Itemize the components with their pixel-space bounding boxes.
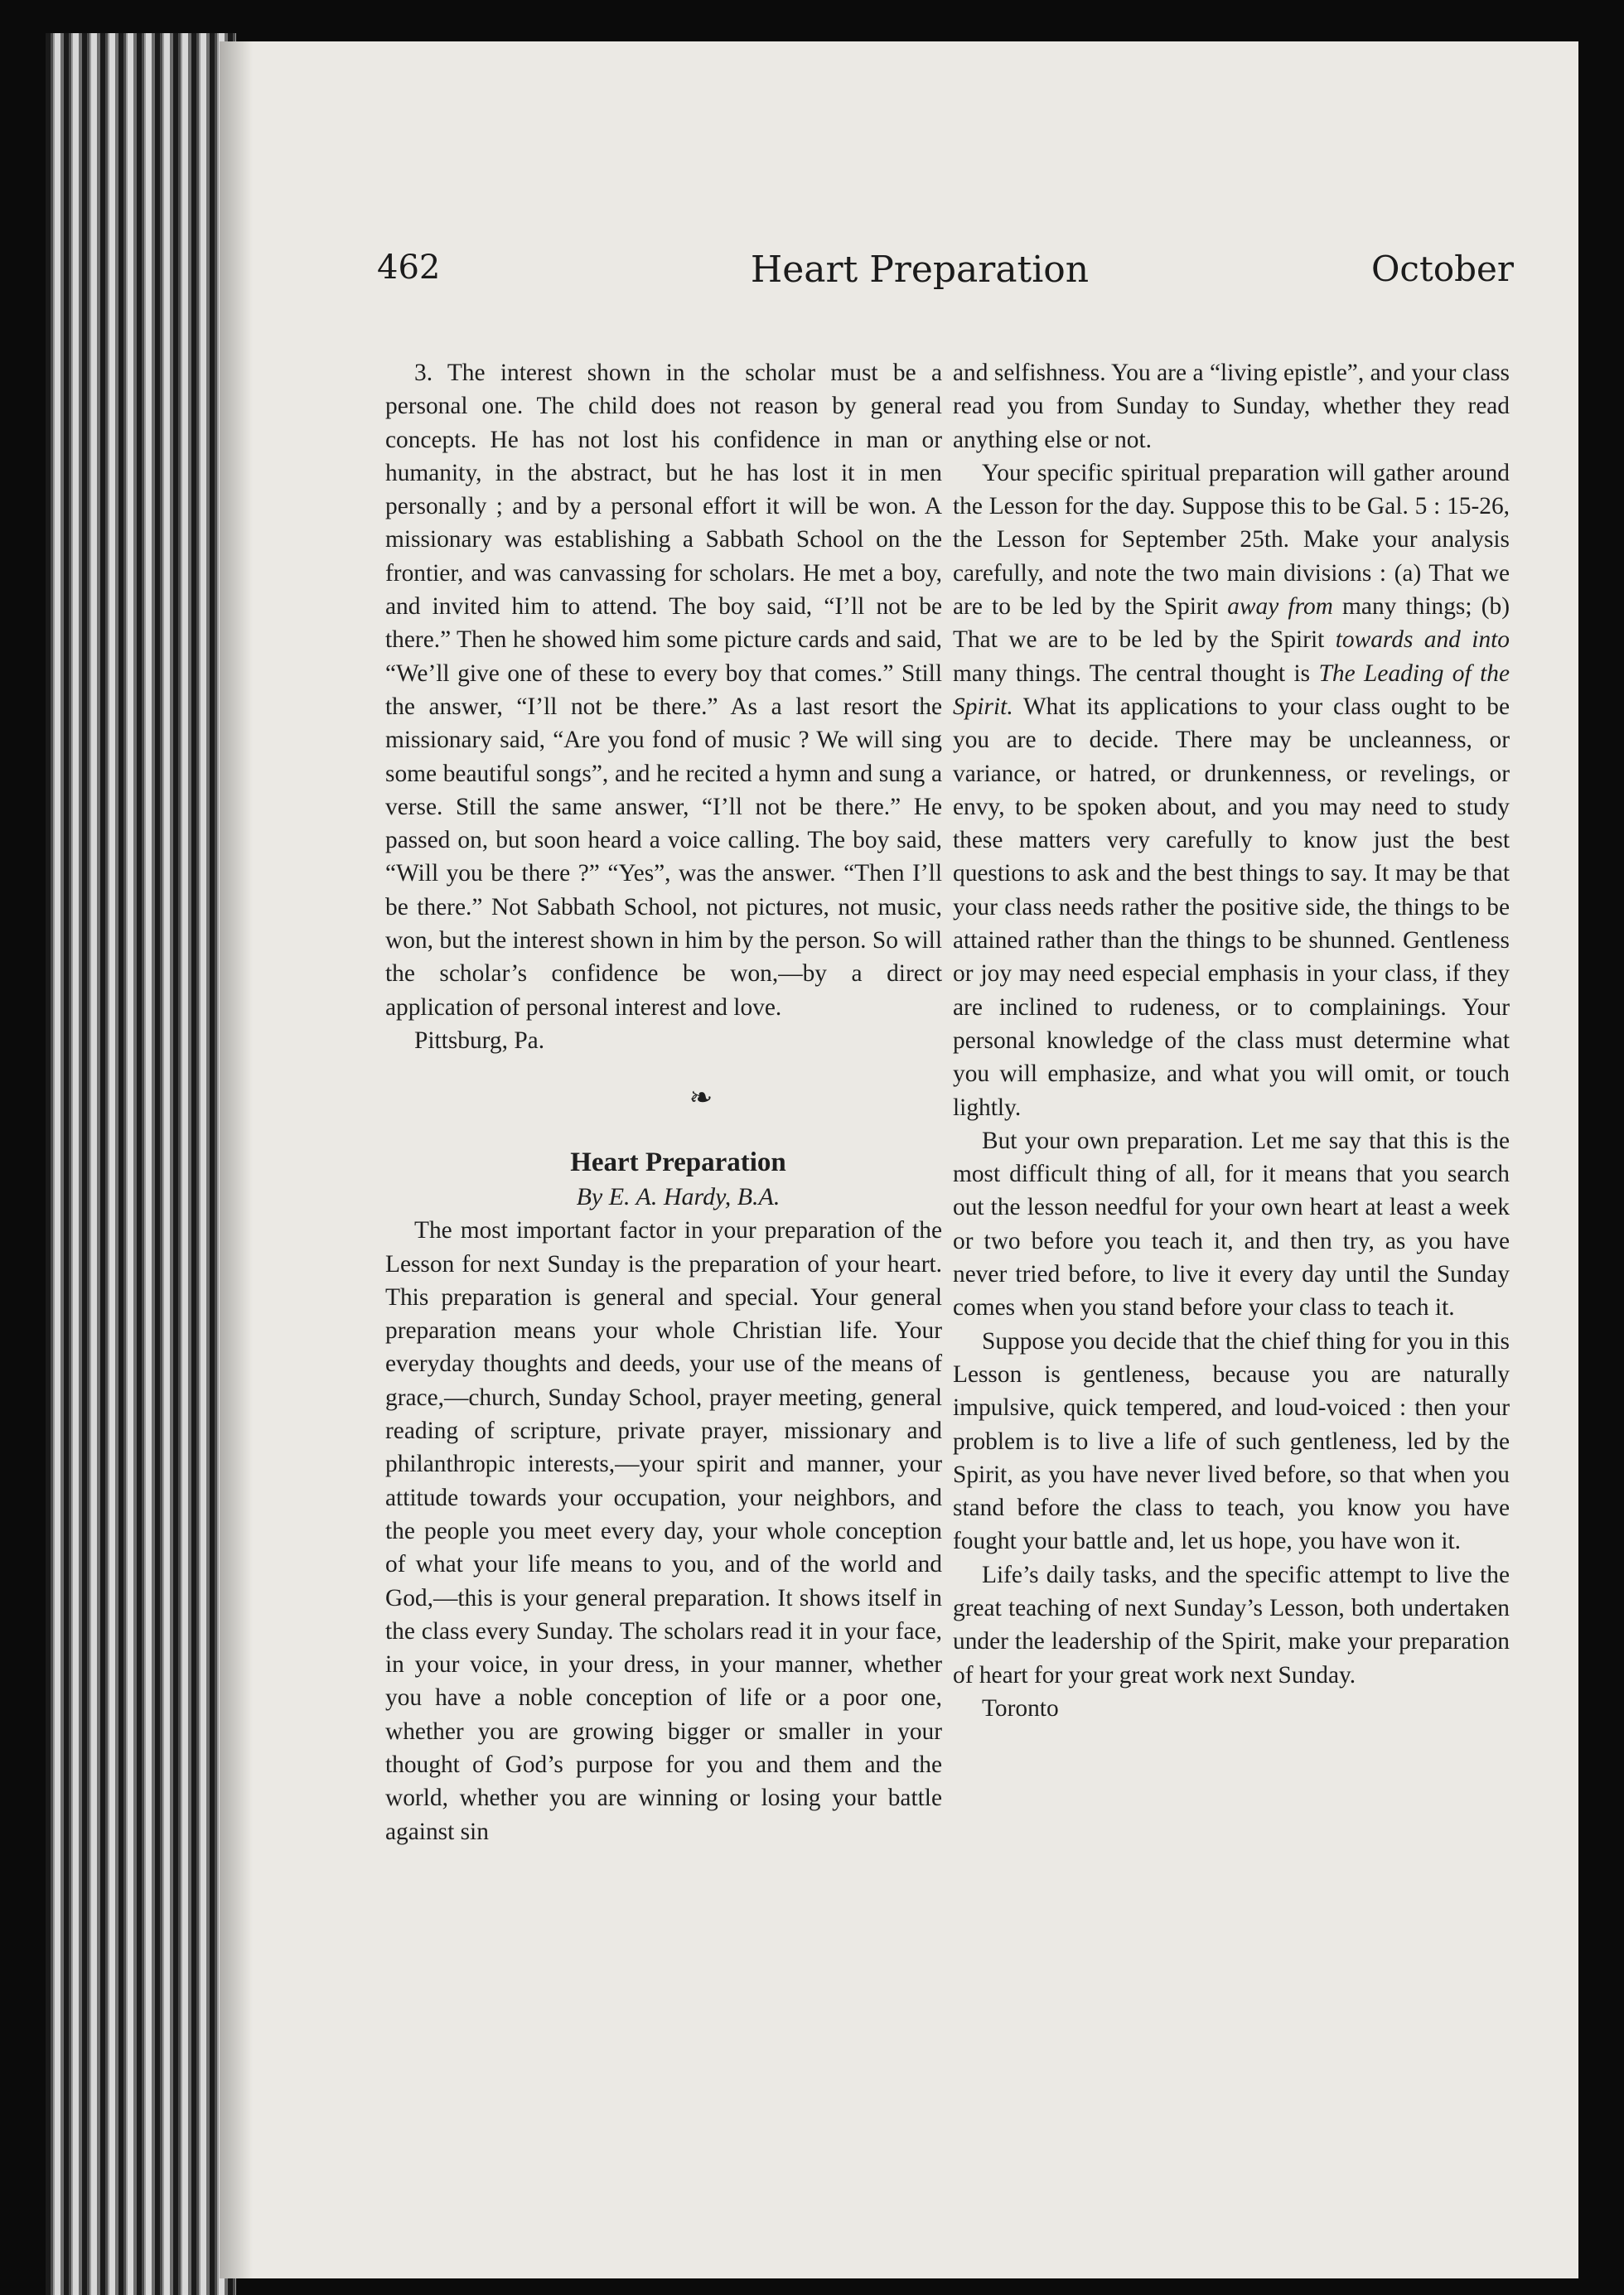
ornament-icon: ❧ (689, 1083, 713, 1114)
paragraph: But your own preparation. Let me say that this is the most difficult thing of all, for it means that you search out the lesson needful for your own heart at least a week or two before you teach it, and then try, as you have never tried before, to live it every day until the Sunday comes when you stand before your class to teach it. (953, 1127, 1510, 1321)
text-run: many things; (b) That we are to be led by the Spirit (953, 593, 1510, 654)
page-number: 462 (377, 249, 441, 287)
text-run: What its applications to your class ought to be you are to decide. There may be uncleanness, or variance, or hatred, or drunkenness, or revelings, or envy, to be spoken about, and you may need to study these matters very carefully to know just the best questions to ask and the best things to say. It may be that your class needs rather the positive side, the things to be attained rather than the things to be shunned. Gentleness or joy may need especial emphasis in your class, if they are inclined to rudeness, or to complainings. Your personal knowledge of the class must determine what you will emphasize, and what you will omit, or touch lightly. (953, 693, 1510, 1121)
left-column (385, 356, 942, 1848)
book-page (220, 41, 1578, 2278)
paragraph: Suppose you decide that the chief thing for you in this Lesson is gentleness, because you are naturally impulsive, quick tempered, and loud-voiced : then your problem is to live a life of such gentleness, led by the Spirit, as you have never lived before, so that when you stand before the class to teach, you know you have fought your battle and, let us hope, you have won it. (953, 1327, 1510, 1555)
running-month: October (1371, 249, 1514, 289)
italic-run: towards and into (1335, 626, 1510, 654)
gutter-shadow (220, 41, 253, 2278)
page-stack-edge (46, 33, 236, 2295)
place-line: Pittsburg, Pa. (414, 1027, 545, 1054)
italic-run: The Leading of the Spirit. (953, 660, 1510, 720)
paragraph: The most important factor in your preparation of the Lesson for next Sunday is the preparation of your heart. This preparation is general and special. Your general preparation means your whole Christian life. Your everyday thoughts and deeds, your use of the means of grace,—church, Sunday School, prayer meeting, general reading of scripture, private prayer, missionary and philanthropic interests,—your spirit and manner, your attitude towards your occupation, your neighbors, and the people you meet every day, your whole conception of what your life means to you, and of the world and God,—this is your general preparation. It shows itself in the class every Sunday. The scholars read it in your face, in your voice, in your dress, in your manner, whether you have a noble conception of life or a poor one, whether you are growing bigger or smaller in your thought of God’s purpose for you and them and the world, whether you are winning or losing your battle against sin (385, 1217, 942, 1845)
paragraph: 3. The interest shown in the scholar must be a personal one. The child does not reason by general concepts. He has not lost his confidence in man or humanity, in the abstract, but he has lost it in men personally ; and by a personal effort it will be won. A missionary was establishing a Sabbath School on the frontier, and was canvassing for scholars. He met a boy, and invited him to attend. The boy said, “I’ll not be there.” Then he showed him some picture cards and said, “We’ll give one of these to every boy that comes.” Still the answer, “I’ll not be there.” As a last resort the missionary said, “Are you fond of music ? We will sing some beautiful songs”, and he recited a hymn and sung a verse. Still the same answer, “I’ll not be there.” He passed on, but soon heard a voice calling. The boy said, “Will you be there ?” “Yes”, was the answer. “Then I’ll be there.” Not Sabbath School, not pictures, not music, won, but the interest shown in him by the person. So will the scholar’s confidence be won,—by a direct application of personal interest and love. (385, 360, 942, 1021)
place-line: Toronto (982, 1694, 1059, 1722)
right-column (953, 356, 1510, 1725)
article-title: Heart Preparation (570, 1148, 786, 1178)
paragraph (953, 457, 1510, 1124)
paragraph: Life’s daily tasks, and the specific attempt to live the great teaching of next Sunday’s Lesson, both undertaken under the leadership of the Spirit, make your preparation of heart for your great work next Sunday. (953, 1561, 1510, 1689)
running-title: Heart Preparation (750, 249, 1090, 291)
text-run: Your specific spiritual preparation will gather around the Lesson for the day. Suppose this to be Gal. 5 : 15-26, the Lesson for September 25th. Make your analysis carefully, and note the two main divisions : (a) That we are to be led by the Spirit (953, 459, 1510, 621)
article-byline: By E. A. Hardy, B.A. (576, 1183, 781, 1211)
text-run: many things. The central thought is (953, 660, 1319, 687)
italic-run: away from (1227, 593, 1333, 621)
paragraph: and selfishness. You are a “living epistle”, and your class read you from Sunday to Sunday, whether they read anything else or not. (953, 360, 1510, 453)
